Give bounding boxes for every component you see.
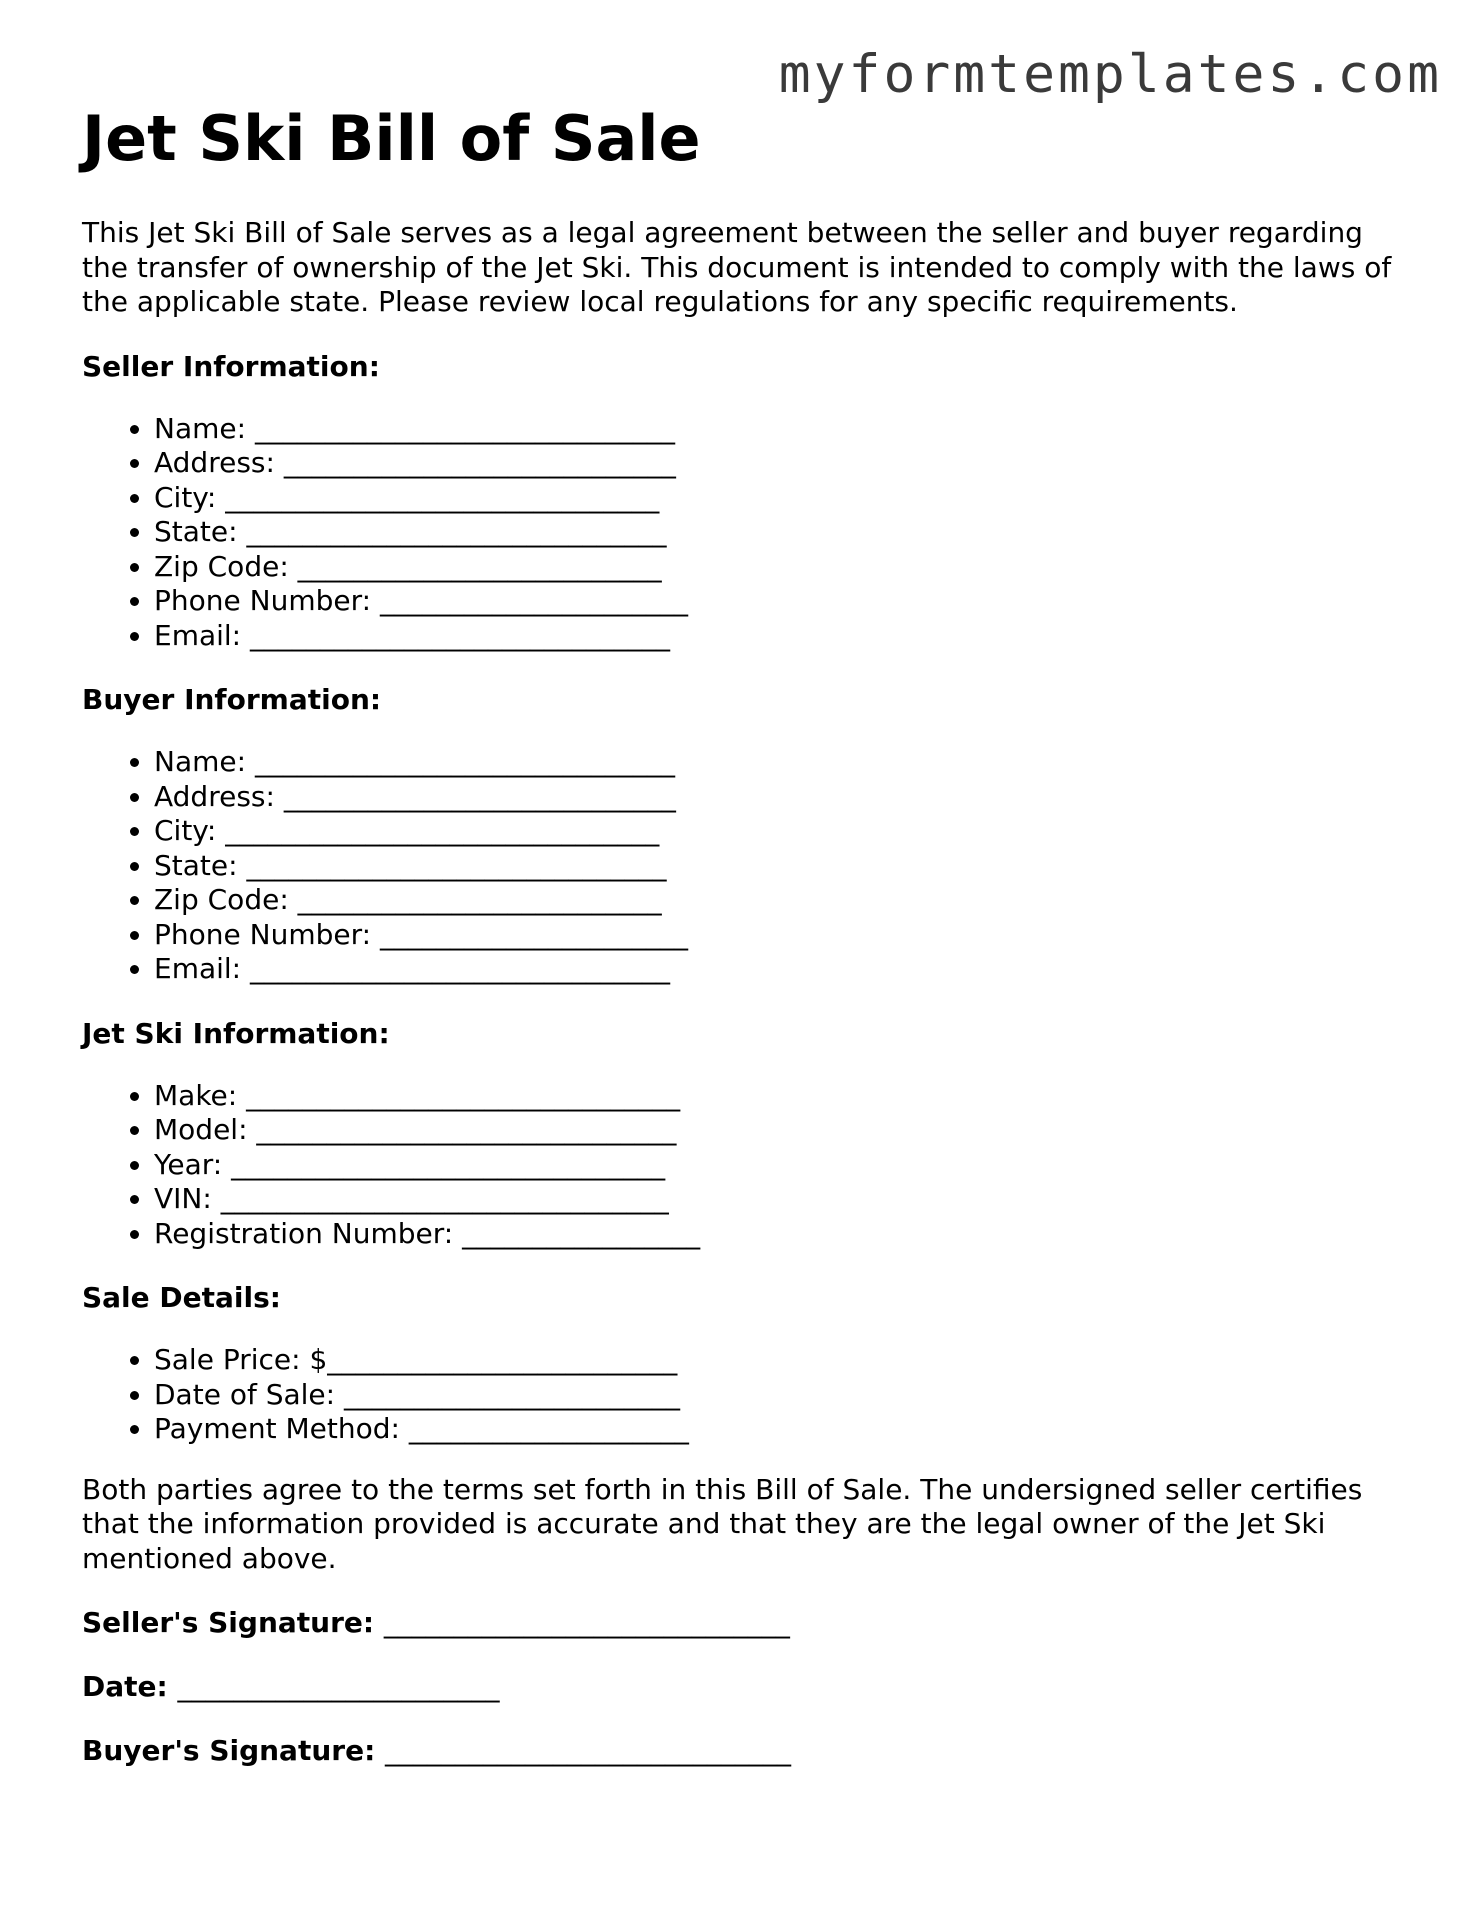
seller-email-blank[interactable]: ______________________________: [250, 618, 671, 652]
jetski-registration-field: • Registration Number: _________________: [154, 1217, 1412, 1252]
buyer-email-blank[interactable]: ______________________________: [250, 952, 671, 985]
seller-state-blank[interactable]: ______________________________: [246, 515, 667, 548]
seller-address-blank[interactable]: ____________________________: [283, 446, 676, 479]
seller-signature-blank[interactable]: _____________________________: [383, 1606, 790, 1639]
buyer-state-blank[interactable]: ______________________________: [246, 848, 667, 882]
closing-paragraph: Both parties agree to the terms set forth in this Bill of Sale. The undersigned seller certifies that the information provided is accurate and that they are the legal owner of the Jet Ski mentioned above.: [82, 1472, 1363, 1575]
buyer-city-field: • City: _______________________________: [154, 814, 1412, 849]
sale-date-blank[interactable]: ________________________: [344, 1377, 680, 1411]
document-body: [82, 104, 1412, 1768]
jetski-year-field: • Year: _______________________________: [154, 1148, 1412, 1183]
buyer-name-blank[interactable]: ______________________________: [254, 745, 675, 778]
date-line: Date: _______________________: [82, 1670, 500, 1703]
payment-method-field: • Payment Method: ____________________: [154, 1412, 1412, 1447]
payment-method-blank[interactable]: ____________________: [408, 1412, 689, 1445]
buyer-city-blank[interactable]: _______________________________: [225, 814, 660, 847]
seller-address-field: • Address: ____________________________: [154, 446, 1412, 481]
buyer-address-blank[interactable]: ____________________________: [283, 779, 676, 813]
seller-name-field: • Name: ______________________________: [154, 412, 1412, 447]
jetski-registration-blank[interactable]: _________________: [462, 1216, 701, 1250]
seller-name-blank[interactable]: ______________________________: [254, 411, 675, 445]
seller-state-field: • State: ______________________________: [154, 515, 1412, 550]
jetski-year-blank[interactable]: _______________________________: [231, 1147, 666, 1181]
jetski-fields: [82, 1079, 1412, 1252]
jetski-vin-blank[interactable]: ________________________________: [220, 1182, 669, 1215]
jetski-model-field: • Model: ______________________________: [154, 1113, 1412, 1148]
document-title: Jet Ski Bill of Sale: [82, 102, 701, 175]
buyer-state-field: • State: ______________________________: [154, 849, 1412, 884]
buyer-zip-blank[interactable]: __________________________: [297, 883, 662, 916]
buyer-heading: Buyer Information:: [82, 683, 382, 716]
jetski-heading: Jet Ski Information:: [82, 1016, 390, 1050]
seller-email-field: • Email: ______________________________: [154, 619, 1412, 654]
sale-price-blank[interactable]: _________________________: [327, 1343, 678, 1376]
intro-paragraph: This Jet Ski Bill of Sale serves as a legal agreement between the seller and buyer regarding the transfer of ownership of the Jet Ski. This document is intended to comply with the laws of the applicable state. Please review local regulations for any specific requirements.: [82, 216, 1392, 318]
jetski-model-blank[interactable]: ______________________________: [256, 1113, 677, 1146]
buyer-name-field: • Name: ______________________________: [154, 745, 1412, 780]
seller-fields: [82, 412, 1412, 654]
seller-city-field: • City: _______________________________: [154, 481, 1412, 516]
buyer-zip-field: • Zip Code: __________________________: [154, 883, 1412, 918]
seller-zip-blank[interactable]: __________________________: [297, 549, 662, 583]
buyer-fields: [82, 745, 1412, 987]
seller-phone-blank[interactable]: ______________________: [379, 584, 688, 617]
sale-fields: [82, 1343, 1412, 1447]
buyer-email-field: • Email: ______________________________: [154, 952, 1412, 987]
sale-date-field: • Date of Sale: ________________________: [154, 1378, 1412, 1413]
buyer-signature-line: Buyer's Signature: _____________________________: [82, 1734, 792, 1767]
site-watermark: myformtemplates.com: [778, 44, 1442, 105]
buyer-address-field: • Address: ____________________________: [154, 780, 1412, 815]
seller-city-blank[interactable]: _______________________________: [225, 480, 660, 514]
date-blank[interactable]: _______________________: [177, 1670, 500, 1703]
jetski-vin-field: • VIN: ________________________________: [154, 1182, 1412, 1217]
jetski-make-field: • Make: _______________________________: [154, 1079, 1412, 1114]
buyer-phone-blank[interactable]: ______________________: [379, 917, 688, 951]
sale-heading: Sale Details:: [82, 1281, 281, 1314]
seller-phone-field: • Phone Number: ______________________: [154, 584, 1412, 619]
seller-heading: Seller Information:: [82, 349, 380, 383]
buyer-signature-blank[interactable]: _____________________________: [385, 1734, 792, 1767]
sale-price-field: • Sale Price: $_________________________: [154, 1343, 1412, 1378]
seller-zip-field: • Zip Code: __________________________: [154, 550, 1412, 585]
buyer-phone-field: • Phone Number: ______________________: [154, 918, 1412, 953]
seller-signature-line: Seller's Signature: _____________________________: [82, 1606, 790, 1639]
jetski-make-blank[interactable]: _______________________________: [246, 1078, 681, 1112]
